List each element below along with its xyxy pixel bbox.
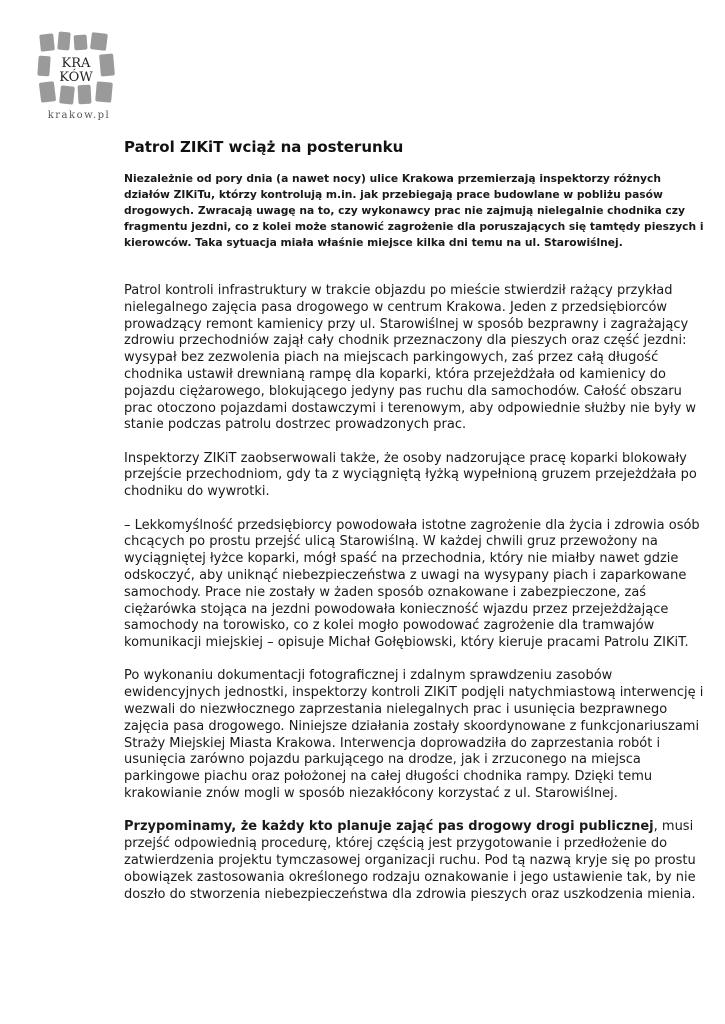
- article-paragraph-5: [124, 819, 706, 903]
- article-lead: Niezależnie od pory dnia (a nawet nocy) ulice Krakowa przemierzają inspektorzy różnych działów ZIKiTu, którzy kontrolują m.in. jak przebiegają prace budowlane w pobliżu pasów drogowych. Zwracają uwagę na to, czy wykonawcy prac nie zajmują nielegalnie chodnika czy fragmentu jezdni, co z kolei może stanowić zagrożenie dla poruszających się tamtędy pieszych i kierowców. Taka sytuacja miała właśnie miejsce kilka dni temu na ul. Starowiślnej.: [124, 172, 704, 249]
- article-paragraph-1: Patrol kontroli infrastruktury w trakcie objazdu po mieście stwierdził rażący przykład nielegalnego zajęcia pasa drogowego w centrum Krakowa. Jeden z przedsiębiorców prowadzący remont kamienicy przy ul. Starowiślnej w sposób bezprawny i zagrażający zdrowiu przechodniów zajął cały chodnik przeznaczony dla pieszych oraz część jezdni: wysypał bez zezwolenia piach na miejscach parkingowych, zaś przez całą długość chodnika ustawił drewnianą rampę dla koparki, która przejeżdżała od kamienicy do pojazdu ciężarowego, blokującego jedyny pas ruchu dla samochodów. Całość obszaru prac otoczono pojazdami dostawczymi i terenowym, aby odpowiednie służby nie były w stanie podczas patrolu dostrzec prowadzonych prac.: [124, 283, 697, 433]
- article-title: Patrol ZIKiT wciąż na posterunku: [124, 138, 404, 156]
- logo-caption: krakow.pl: [47, 110, 111, 121]
- article: [124, 137, 706, 920]
- article-paragraph-5-bold: Przypominamy, że każdy kto planuje zająć pas drogowy drogi publicznej: [124, 819, 654, 835]
- article-paragraph-4: Po wykonaniu dokumentacji fotograficznej i zdalnym sprawdzeniu zasobów ewidencyjnych jednostki, inspektorzy kontroli ZIKiT podjęli natychmiastową interwencję i wezwali do niezwłocznego zaprzestania nielegalnych prac i usunięcia bezprawnego zajęcia pasa drogowego. Niniejsze działania zostały skoordynowane z funkcjonariuszami Straży Miejskiej Miasta Krakowa. Interwencja doprowadziła do zaprzestania robót i usunięcia zarówno pojazdu parkującego na drodze, jak i zrzuconego na miejsca parkingowe piachu oraz położonej na całej długości chodnika rampy. Dzięki temu krakowianie znów mogli w sposób niezakłócony korzystać z ul. Starowiślnej.: [124, 668, 704, 802]
- logo-text-line1: KRA: [61, 56, 91, 71]
- logo-text-line2: KÓW: [59, 70, 93, 85]
- krakow-logo: [34, 30, 124, 124]
- article-paragraph-3: – Lekkomyślność przedsiębiorcy powodowała istotne zagrożenie dla życia i zdrowia osób chcących po prostu przejść ulicą Starowiślną. W każdej chwili gruz przewożony na wyciągniętej łyżce koparki, mógł spaść na przechodnia, który nie miałby nawet gdzie odskoczyć, aby uniknąć niebezpieczeństwa z uwagi na wysypany piach i zaparkowane samochody. Prace nie zostały w żaden sposób oznakowane i zabezpieczone, zaś ciężarówka stojąca na jezdni powodowała konieczność wjazdu przez przejeżdżające samochody na torowisko, co z kolei mogło powodować zagrożenie dla tramwajów komunikacji miejskiej – opisuje Michał Gołębiowski, który kieruje pracami Patrolu ZIKiT.: [124, 517, 700, 651]
- krakow-logo-mark: [34, 30, 124, 110]
- article-paragraph-5-rest: , musi przejść odpowiednią procedurę, której częścią jest przygotowanie i przedłożenie do zatwierdzenia projektu tymczasowej organizacji ruchu. Pod tą nazwą kryje się po prostu obowiązek zastosowania określonego rodzaju oznakowanie i jego ustawienie tak, by nie doszło do stworzenia niebezpieczeństwa dla zdrowia pieszych oraz uszkodzenia mienia.: [124, 819, 696, 902]
- article-paragraph-2: Inspektorzy ZIKiT zaobserwowali także, że osoby nadzorujące pracę koparki blokowały przejście przechodniom, gdy ta z wyciągniętą łyżką wypełnioną gruzem przejeżdżała po chodniku do wywrotki.: [124, 450, 697, 500]
